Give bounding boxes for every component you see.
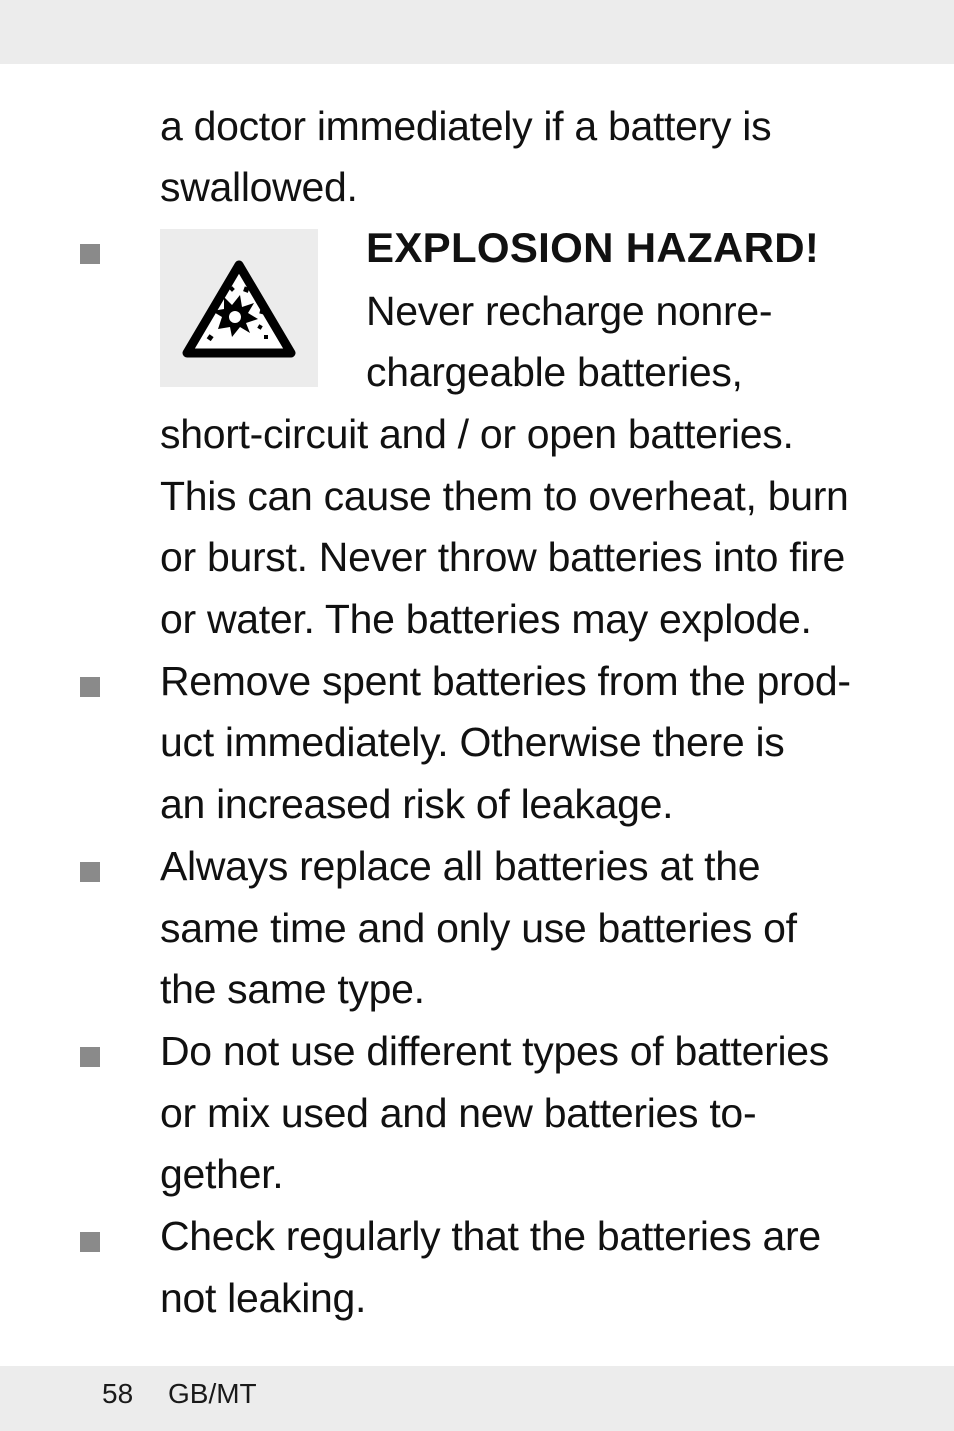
text-line: Remove spent batteries from the prod- (160, 658, 851, 704)
text-line: swallowed. (160, 164, 358, 210)
text-line: a doctor immediately if a battery is (160, 103, 772, 149)
text-line: Never recharge nonre- (366, 288, 773, 334)
explosion-warning-icon (160, 229, 318, 387)
text-line: not leaking. (160, 1275, 367, 1321)
text-line: Always replace all batteries at the (160, 843, 761, 889)
text-line: Do not use different types of batteries (160, 1028, 830, 1074)
text-line: Check regularly that the batteries are (160, 1213, 821, 1259)
text-line: uct immediately. Otherwise there is (160, 719, 785, 765)
bullet-square (80, 862, 100, 882)
hazard-heading: EXPLOSION HAZARD! (366, 224, 820, 271)
text-line: the same type. (160, 966, 425, 1012)
text-line: short-circuit and / or open batteries. (160, 411, 794, 457)
text-line: or mix used and new batteries to- (160, 1090, 757, 1136)
text-line: same time and only use batteries of (160, 905, 797, 951)
footer-band (0, 1366, 954, 1431)
text-line: or water. The batteries may explode. (160, 596, 812, 642)
warning-symbol-box (160, 229, 318, 387)
text-line: or burst. Never throw batteries into fire (160, 534, 845, 580)
text-line: This can cause them to overheat, burn (160, 473, 849, 519)
text-line: chargeable batteries, (366, 349, 743, 395)
bullet-square (80, 677, 100, 697)
bullet-square (80, 1232, 100, 1252)
top-margin-band (0, 0, 954, 64)
page-number: 58 (102, 1378, 134, 1409)
text-line: an increased risk of leakage. (160, 781, 674, 827)
text-line: gether. (160, 1151, 284, 1197)
bullet-square (80, 244, 100, 264)
region-code: GB/MT (168, 1378, 257, 1409)
bullet-square (80, 1047, 100, 1067)
